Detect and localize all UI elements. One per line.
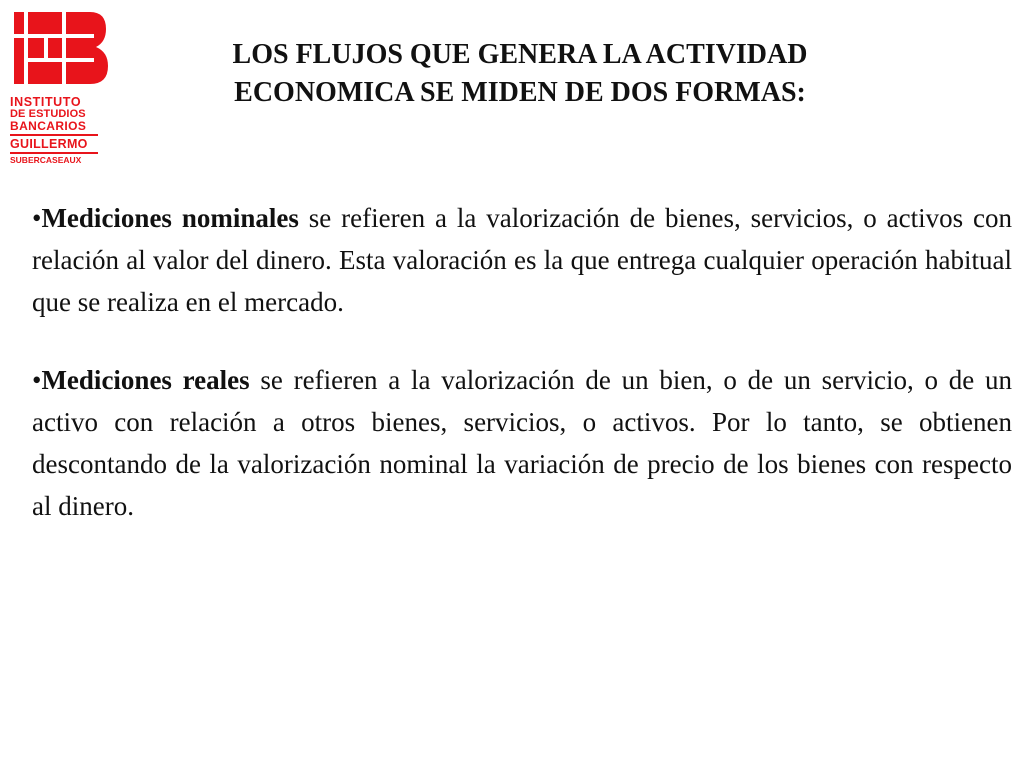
slide-title-line-2: ECONOMICA SE MIDEN DE DOS FORMAS: (234, 77, 806, 108)
slide-title-line-1: LOS FLUJOS QUE GENERA LA ACTIVIDAD (232, 39, 808, 70)
bullet: • (32, 365, 42, 395)
logo-mark-graphic (10, 12, 110, 92)
logo-line-subercaseaux: SUBERCASEAUX (10, 155, 82, 165)
logo-line-instituto: INSTITUTO (10, 95, 82, 109)
slide-body (32, 197, 1012, 563)
slide-title (160, 36, 880, 112)
term-nominal-measurements: Mediciones nominales (41, 203, 299, 233)
institute-logo (10, 12, 110, 165)
bullet: • (32, 203, 42, 233)
logo-wordmark (10, 96, 110, 165)
logo-line-guillermo: GUILLERMO (10, 136, 88, 151)
logo-divider (10, 134, 98, 136)
paragraph-nominal-measurements (32, 197, 1012, 323)
logo-divider (10, 152, 98, 154)
logo-line-de-estudios: DE ESTUDIOS (10, 107, 86, 120)
term-real-measurements: Mediciones reales (41, 365, 250, 395)
paragraph-text: se refieren a la valorización de bienes, servicios, o activos con relación al valor del dinero. Esta valoración es la que entrega cualquier operación habitual que se realiza en el mercado. (32, 203, 1013, 317)
logo-line-bancarios: BANCARIOS (10, 118, 87, 133)
paragraph-real-measurements (32, 359, 1012, 527)
paragraph-text: se refieren a la valorización de un bien, o de un servicio, o de un activo con relación a otros bienes, servicios, o activos. Por lo tanto, se obtienen descontando de la valorización nominal la variación de precio de los bienes con respecto al dinero. (32, 365, 1012, 521)
